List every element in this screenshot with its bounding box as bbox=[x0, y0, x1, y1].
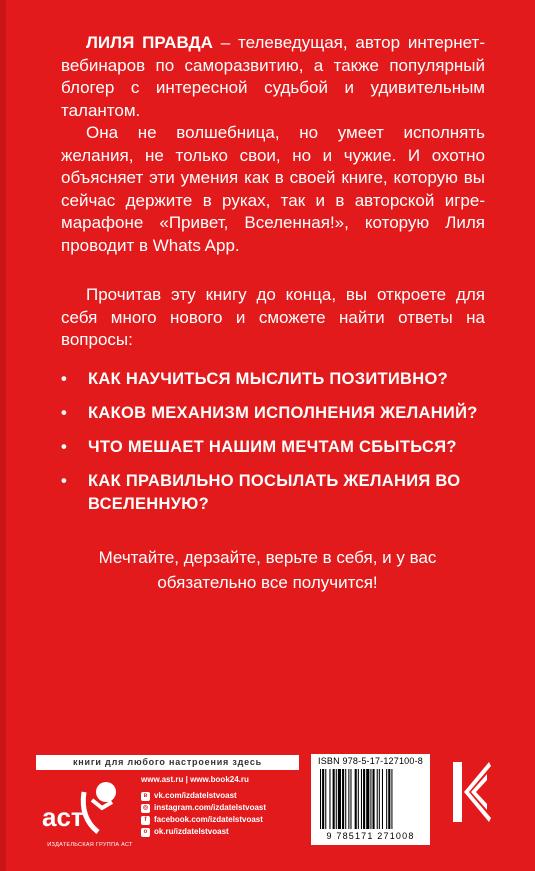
barcode-digits: 9 785171 271008 bbox=[326, 831, 415, 841]
barcode-bar bbox=[363, 769, 365, 829]
question-item bbox=[61, 368, 501, 391]
closing-text bbox=[40, 545, 495, 595]
barcode-bar bbox=[370, 769, 371, 829]
question-text: КАК НАУЧИТЬСЯ МЫСЛИТЬ ПОЗИТИВНО? bbox=[88, 370, 448, 388]
facebook-icon: f bbox=[141, 816, 150, 825]
question-item bbox=[61, 402, 501, 425]
barcode-bar bbox=[336, 769, 337, 829]
question-item bbox=[61, 436, 501, 459]
questions-intro-text: Прочитав эту книгу до конца, вы откроете для себя много нового и сможете найти ответы на вопросы: bbox=[61, 285, 485, 349]
bullet-icon: • bbox=[61, 404, 68, 422]
question-text: КАКОВ МЕХАНИЗМ ИСПОЛНЕНИЯ ЖЕЛАНИЙ? bbox=[88, 404, 478, 422]
author-description: – телеведущая, автор интернет-вебинаров по саморазвитию, а также популярный блогер с интересной судьбой и удивительным талантом. bbox=[61, 33, 485, 120]
website-links[interactable]: www.ast.ru | www.book24.ru bbox=[141, 775, 249, 784]
questions-intro bbox=[61, 284, 485, 352]
social-link-instagram[interactable] bbox=[141, 802, 266, 814]
vk-icon: в bbox=[141, 792, 150, 801]
publisher-label: ИЗДАТЕЛЬСКАЯ ГРУППА АСТ bbox=[47, 842, 133, 848]
publisher-links bbox=[141, 774, 266, 838]
barcode-bar bbox=[379, 769, 380, 829]
instagram-icon: ◎ bbox=[142, 804, 149, 811]
social-link-facebook[interactable] bbox=[141, 814, 266, 826]
social-link-vk[interactable] bbox=[141, 790, 266, 802]
barcode-bar bbox=[329, 769, 330, 829]
logo-text: аст bbox=[42, 802, 84, 832]
barcode-bar bbox=[361, 769, 362, 829]
odnoklassniki-icon: о bbox=[141, 828, 150, 837]
barcode-bar bbox=[322, 769, 324, 829]
bullet-icon: • bbox=[61, 370, 68, 388]
barcode-bar bbox=[366, 769, 369, 829]
barcode-bar bbox=[348, 769, 349, 829]
barcode-bar bbox=[377, 769, 378, 829]
barcode-bar bbox=[345, 769, 346, 829]
barcode-bar bbox=[373, 769, 375, 829]
social-link-text: ok.ru/izdatelstvoast bbox=[154, 827, 229, 836]
isbn-text: ISBN 978-5-17-127100-8 bbox=[318, 756, 423, 766]
author-paragraph-2: Она не волшебница, но умеет исполнять желания, не только свои, но и чужие. И охотно объясняет эти умения как в своей книге, которую вы сейчас держите в руках, так и в авторской игре-марафоне «Привет, Вселенная!», которую Лиля проводит в Whats App. bbox=[61, 123, 485, 255]
barcode-bar bbox=[386, 769, 387, 829]
barcode-bar bbox=[382, 769, 383, 829]
author-intro bbox=[61, 32, 485, 257]
barcode-bar bbox=[342, 769, 344, 829]
barcode-bar bbox=[333, 769, 335, 829]
question-text: ЧТО МЕШАЕТ НАШИМ МЕЧТАМ СБЫТЬСЯ? bbox=[88, 438, 457, 456]
barcode-bar bbox=[350, 769, 351, 829]
imprint-k-logo-icon bbox=[451, 760, 493, 824]
bullet-icon: • bbox=[61, 438, 68, 456]
author-paragraph bbox=[61, 32, 485, 122]
question-text: КАК ПРАВИЛЬНО ПОСЫЛАТЬ ЖЕЛАНИЯ ВО ВСЕЛЕННУЮ? bbox=[88, 472, 461, 513]
barcode-bar bbox=[325, 769, 326, 829]
bullet-icon: • bbox=[61, 472, 68, 490]
social-link-ok[interactable] bbox=[141, 826, 266, 838]
questions-list bbox=[61, 368, 501, 527]
ast-logo-icon bbox=[40, 778, 128, 838]
author-name: ЛИЛЯ ПРАВДА bbox=[86, 33, 213, 52]
barcode-panel bbox=[311, 754, 430, 845]
social-link-text: instagram.com/izdatelstvoast bbox=[154, 803, 267, 812]
barcode bbox=[318, 769, 423, 829]
barcode-bar bbox=[391, 769, 392, 829]
barcode-bar bbox=[358, 769, 359, 829]
spine-shade bbox=[0, 0, 6, 871]
tagline: книги для любого настроения здесь bbox=[36, 755, 299, 770]
barcode-bar bbox=[338, 769, 341, 829]
barcode-bar bbox=[320, 769, 321, 829]
barcode-bar bbox=[355, 769, 357, 829]
social-link-text: vk.com/izdatelstvoast bbox=[154, 791, 237, 800]
barcode-bar bbox=[388, 769, 390, 829]
closing-line-2: обязательно все получится! bbox=[157, 573, 378, 592]
closing-line-1: Мечтайте, дерзайте, верьте в себя, и у вас bbox=[98, 548, 437, 567]
social-link-text: facebook.com/izdatelstvoast bbox=[154, 815, 263, 824]
question-item bbox=[61, 470, 501, 516]
